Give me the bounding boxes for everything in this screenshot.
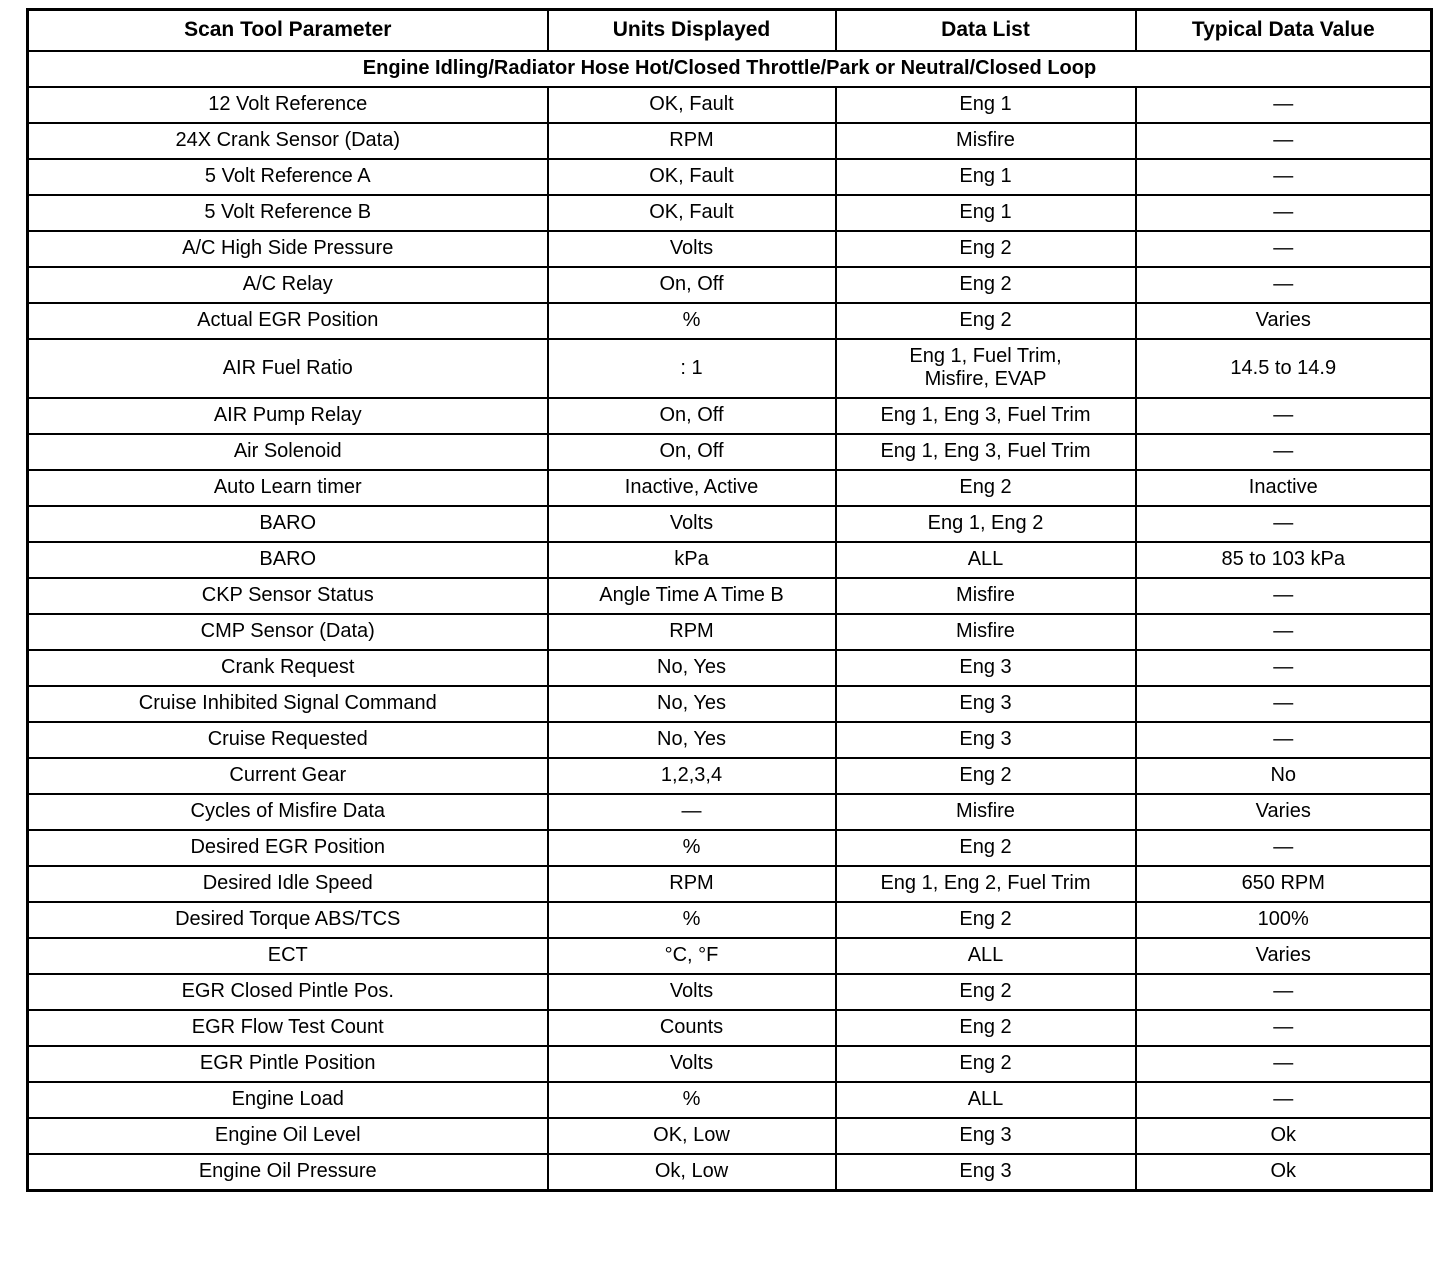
cell-typical-value: —	[1136, 830, 1432, 866]
cell-data-list: Eng 3	[836, 1154, 1136, 1191]
cell-typical-value: Varies	[1136, 938, 1432, 974]
table-row	[28, 758, 1432, 794]
cell-typical-value: Ok	[1136, 1154, 1432, 1191]
table-row	[28, 866, 1432, 902]
cell-units: No, Yes	[548, 722, 836, 758]
table-row	[28, 686, 1432, 722]
cell-typical-value: —	[1136, 722, 1432, 758]
cell-typical-value: Inactive	[1136, 470, 1432, 506]
cell-data-list: Eng 3	[836, 650, 1136, 686]
cell-units: No, Yes	[548, 650, 836, 686]
table-row	[28, 123, 1432, 159]
cell-data-list-line1: Eng 1, Fuel Trim,	[909, 345, 1062, 368]
cell-typical-value: —	[1136, 1046, 1432, 1082]
cell-data-list: Eng 2	[836, 758, 1136, 794]
section-banner-row	[28, 51, 1432, 87]
column-header-typical-value: Typical Data Value	[1136, 10, 1432, 52]
cell-parameter: Air Solenoid	[28, 434, 548, 470]
cell-units: Counts	[548, 1010, 836, 1046]
cell-parameter: Engine Load	[28, 1082, 548, 1118]
table-row	[28, 195, 1432, 231]
cell-typical-value: —	[1136, 267, 1432, 303]
table-header-row	[28, 10, 1432, 52]
cell-parameter: EGR Flow Test Count	[28, 1010, 548, 1046]
cell-units: %	[548, 303, 836, 339]
cell-parameter: AIR Fuel Ratio	[28, 339, 548, 398]
cell-typical-value: Ok	[1136, 1118, 1432, 1154]
table-row	[28, 542, 1432, 578]
cell-typical-value: —	[1136, 195, 1432, 231]
table-row	[28, 1046, 1432, 1082]
cell-data-list: Eng 2	[836, 303, 1136, 339]
cell-units: Inactive, Active	[548, 470, 836, 506]
table-row	[28, 398, 1432, 434]
table-row	[28, 434, 1432, 470]
cell-units: 1,2,3,4	[548, 758, 836, 794]
table-row	[28, 1010, 1432, 1046]
cell-parameter: EGR Pintle Position	[28, 1046, 548, 1082]
cell-data-list: Eng 1	[836, 159, 1136, 195]
cell-data-list: Eng 1	[836, 87, 1136, 123]
cell-typical-value: —	[1136, 123, 1432, 159]
cell-parameter: 24X Crank Sensor (Data)	[28, 123, 548, 159]
cell-data-list-line2: Misfire, EVAP	[924, 368, 1047, 391]
cell-typical-value: —	[1136, 974, 1432, 1010]
cell-typical-value: —	[1136, 434, 1432, 470]
cell-data-list: Eng 1, Eng 3, Fuel Trim	[836, 398, 1136, 434]
column-header-units: Units Displayed	[548, 10, 836, 52]
cell-units: Volts	[548, 506, 836, 542]
cell-data-list: Misfire	[836, 578, 1136, 614]
cell-parameter: BARO	[28, 542, 548, 578]
cell-units: OK, Low	[548, 1118, 836, 1154]
table-row	[28, 470, 1432, 506]
cell-units: °C, °F	[548, 938, 836, 974]
cell-units: Angle Time A Time B	[548, 578, 836, 614]
cell-typical-value: —	[1136, 1010, 1432, 1046]
cell-typical-value: —	[1136, 398, 1432, 434]
cell-data-list: Eng 3	[836, 722, 1136, 758]
cell-parameter: 5 Volt Reference B	[28, 195, 548, 231]
table-row	[28, 974, 1432, 1010]
cell-units: RPM	[548, 123, 836, 159]
cell-parameter: CMP Sensor (Data)	[28, 614, 548, 650]
cell-parameter: Desired EGR Position	[28, 830, 548, 866]
cell-data-list: Eng 2	[836, 902, 1136, 938]
cell-data-list: Eng 2	[836, 470, 1136, 506]
cell-typical-value: —	[1136, 506, 1432, 542]
cell-data-list	[836, 339, 1136, 398]
cell-data-list: ALL	[836, 542, 1136, 578]
cell-units: OK, Fault	[548, 87, 836, 123]
table-row	[28, 506, 1432, 542]
cell-parameter: Cruise Inhibited Signal Command	[28, 686, 548, 722]
cell-units: On, Off	[548, 434, 836, 470]
cell-typical-value: 100%	[1136, 902, 1432, 938]
cell-data-list: Eng 3	[836, 686, 1136, 722]
cell-parameter: Cycles of Misfire Data	[28, 794, 548, 830]
cell-units: kPa	[548, 542, 836, 578]
table-header	[28, 10, 1432, 52]
cell-units: No, Yes	[548, 686, 836, 722]
cell-data-list: Eng 2	[836, 830, 1136, 866]
cell-parameter: Auto Learn timer	[28, 470, 548, 506]
table-row	[28, 938, 1432, 974]
cell-typical-value: Varies	[1136, 303, 1432, 339]
cell-parameter: A/C High Side Pressure	[28, 231, 548, 267]
cell-data-list: Eng 1, Eng 3, Fuel Trim	[836, 434, 1136, 470]
cell-data-list: Eng 1, Eng 2	[836, 506, 1136, 542]
cell-units: OK, Fault	[548, 195, 836, 231]
table-row	[28, 830, 1432, 866]
cell-units: Volts	[548, 974, 836, 1010]
cell-parameter: Engine Oil Pressure	[28, 1154, 548, 1191]
cell-units: Ok, Low	[548, 1154, 836, 1191]
cell-units: %	[548, 830, 836, 866]
table-row	[28, 722, 1432, 758]
cell-data-list: Eng 2	[836, 267, 1136, 303]
table-row	[28, 794, 1432, 830]
cell-units: Volts	[548, 231, 836, 267]
cell-units: %	[548, 902, 836, 938]
cell-parameter: Current Gear	[28, 758, 548, 794]
cell-typical-value: —	[1136, 578, 1432, 614]
cell-parameter: Desired Idle Speed	[28, 866, 548, 902]
cell-parameter: ECT	[28, 938, 548, 974]
cell-typical-value: Varies	[1136, 794, 1432, 830]
cell-data-list: ALL	[836, 938, 1136, 974]
cell-units: %	[548, 1082, 836, 1118]
table-body	[28, 51, 1432, 1191]
cell-data-list: Eng 1, Eng 2, Fuel Trim	[836, 866, 1136, 902]
cell-parameter: AIR Pump Relay	[28, 398, 548, 434]
table-row	[28, 231, 1432, 267]
cell-parameter: CKP Sensor Status	[28, 578, 548, 614]
table-row	[28, 578, 1432, 614]
cell-typical-value: No	[1136, 758, 1432, 794]
table-row	[28, 339, 1432, 398]
cell-units: : 1	[548, 339, 836, 398]
scan-tool-parameter-table	[26, 8, 1433, 1192]
cell-parameter: BARO	[28, 506, 548, 542]
cell-data-list: Eng 2	[836, 974, 1136, 1010]
table-row	[28, 1118, 1432, 1154]
cell-parameter: Desired Torque ABS/TCS	[28, 902, 548, 938]
table-row	[28, 1154, 1432, 1191]
table-row	[28, 303, 1432, 339]
cell-parameter: 12 Volt Reference	[28, 87, 548, 123]
cell-data-list: Misfire	[836, 123, 1136, 159]
cell-units: RPM	[548, 866, 836, 902]
cell-parameter: Actual EGR Position	[28, 303, 548, 339]
cell-data-list: Misfire	[836, 794, 1136, 830]
table-row	[28, 267, 1432, 303]
table-row	[28, 159, 1432, 195]
cell-units: RPM	[548, 614, 836, 650]
cell-parameter: EGR Closed Pintle Pos.	[28, 974, 548, 1010]
column-header-parameter: Scan Tool Parameter	[28, 10, 548, 52]
section-banner: Engine Idling/Radiator Hose Hot/Closed Throttle/Park or Neutral/Closed Loop	[28, 51, 1432, 87]
cell-parameter: Cruise Requested	[28, 722, 548, 758]
cell-typical-value: 650 RPM	[1136, 866, 1432, 902]
cell-data-list: ALL	[836, 1082, 1136, 1118]
cell-typical-value: —	[1136, 650, 1432, 686]
cell-units: On, Off	[548, 267, 836, 303]
cell-data-list: Eng 3	[836, 1118, 1136, 1154]
cell-parameter: Crank Request	[28, 650, 548, 686]
table-row	[28, 87, 1432, 123]
cell-data-list: Eng 1	[836, 195, 1136, 231]
cell-typical-value: —	[1136, 231, 1432, 267]
column-header-data-list: Data List	[836, 10, 1136, 52]
cell-data-list: Eng 2	[836, 1010, 1136, 1046]
cell-data-list: Eng 2	[836, 1046, 1136, 1082]
cell-typical-value: 14.5 to 14.9	[1136, 339, 1432, 398]
cell-units: Volts	[548, 1046, 836, 1082]
cell-parameter: Engine Oil Level	[28, 1118, 548, 1154]
table-row	[28, 614, 1432, 650]
cell-parameter: 5 Volt Reference A	[28, 159, 548, 195]
cell-units: OK, Fault	[548, 159, 836, 195]
cell-typical-value: —	[1136, 159, 1432, 195]
cell-typical-value: —	[1136, 87, 1432, 123]
cell-units: —	[548, 794, 836, 830]
table-row	[28, 650, 1432, 686]
cell-data-list: Misfire	[836, 614, 1136, 650]
cell-typical-value: —	[1136, 614, 1432, 650]
cell-data-list: Eng 2	[836, 231, 1136, 267]
cell-typical-value: —	[1136, 686, 1432, 722]
cell-typical-value: 85 to 103 kPa	[1136, 542, 1432, 578]
cell-units: On, Off	[548, 398, 836, 434]
cell-parameter: A/C Relay	[28, 267, 548, 303]
table-row	[28, 1082, 1432, 1118]
cell-typical-value: —	[1136, 1082, 1432, 1118]
table-row	[28, 902, 1432, 938]
